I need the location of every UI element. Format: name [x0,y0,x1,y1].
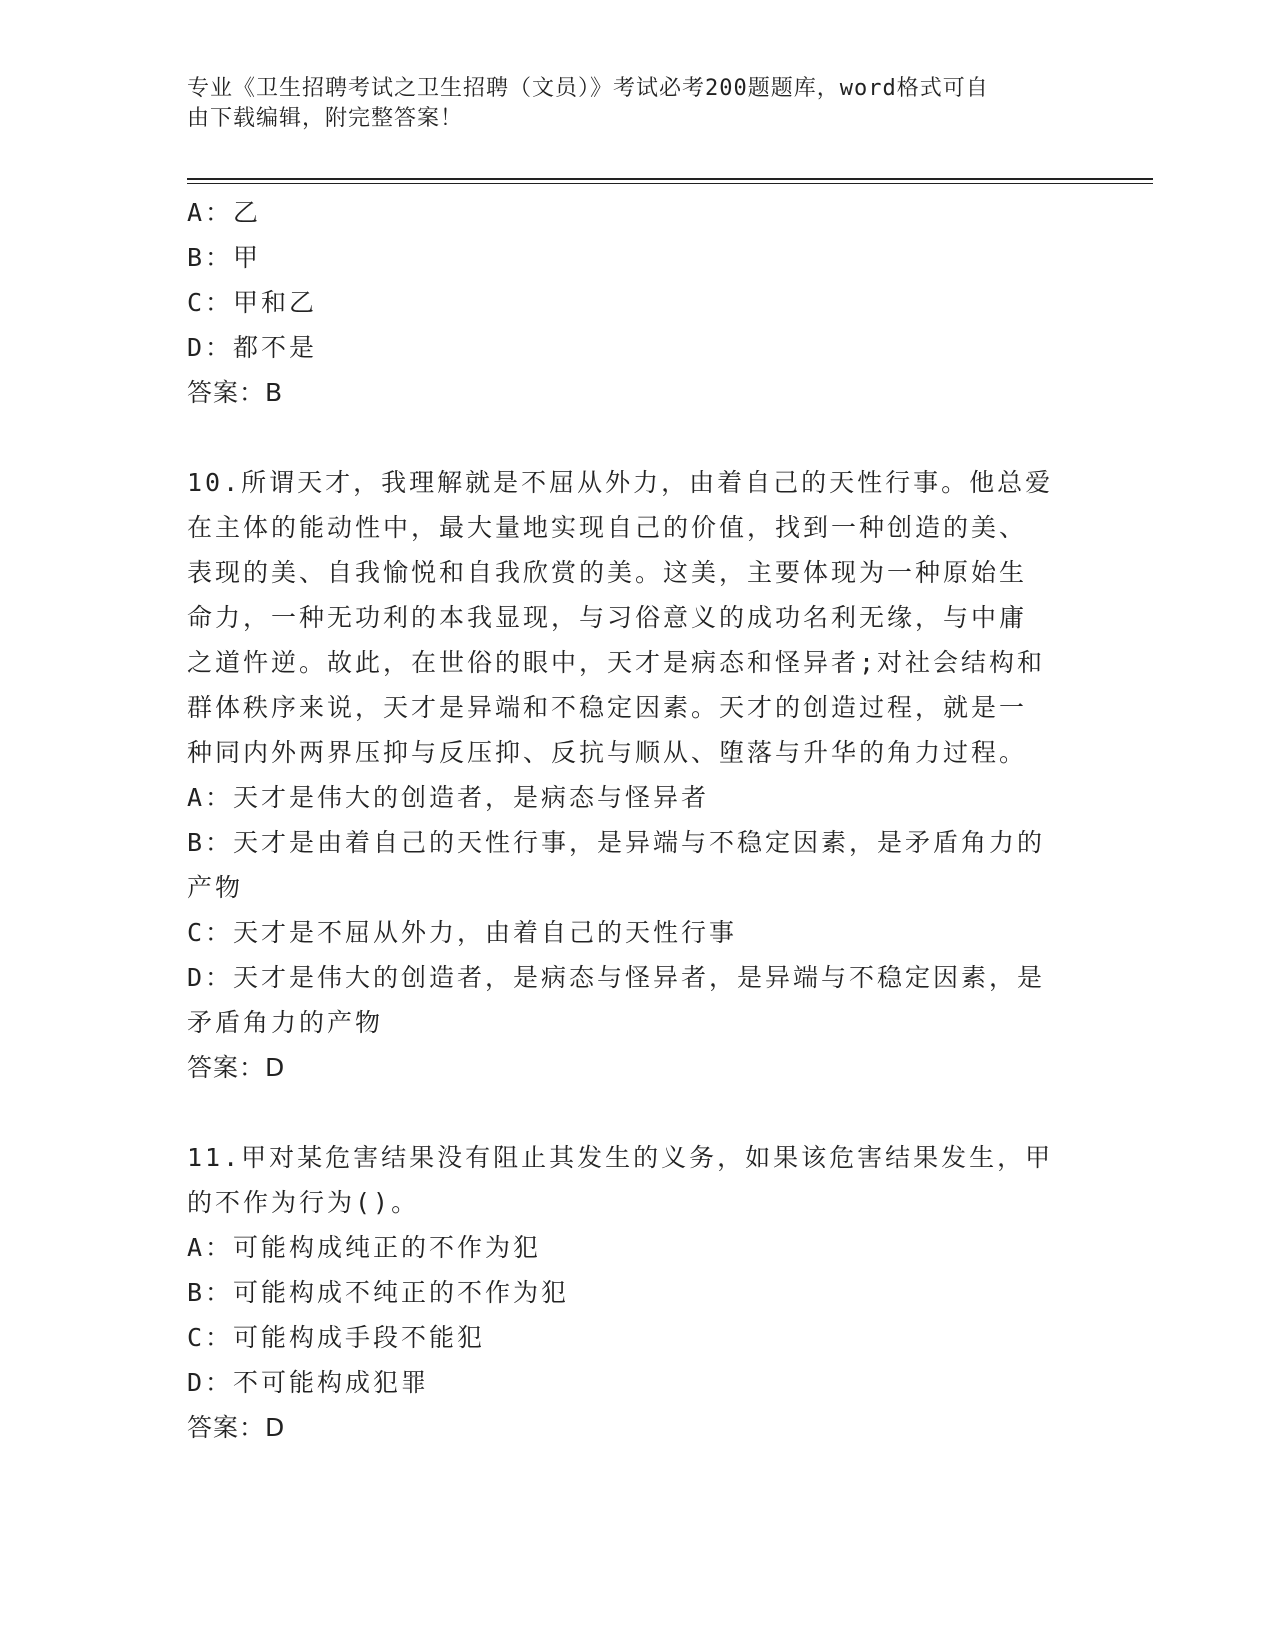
option-b-continued: 产物 [187,873,244,902]
question-stem-line: 在主体的能动性中，最大量地实现自己的价值，找到一种创造的美、 [187,513,1028,542]
option-d: D：不可能构成犯罪 [187,1368,430,1397]
header-divider-thin [187,183,1153,184]
question-stem-line: 命力，一种无功利的本我显现，与习俗意义的成功名利无缘，与中庸 [187,603,1028,632]
question-stem-line: 表现的美、自我愉悦和自我欣赏的美。这美，主要体现为一种原始生 [187,558,1028,587]
question-stem-line: 种同内外两界压抑与反压抑、反抗与顺从、堕落与升华的角力过程。 [187,738,1028,767]
option-c: C：可能构成手段不能犯 [187,1323,486,1352]
option-c: C：天才是不屈从外力，由着自己的天性行事 [187,918,738,947]
question-list [187,190,1087,1450]
option-a: A：天才是伟大的创造者，是病态与怪异者 [187,783,710,812]
question-10 [187,460,1087,1090]
answer: 答案：D [187,1053,286,1082]
option-b: B：甲 [187,243,262,272]
answer: 答案：B [187,378,284,407]
header-divider-thick [187,178,1153,180]
option-a: A：乙 [187,198,262,227]
option-b: B：天才是由着自己的天性行事，是异端与不稳定因素，是矛盾角力的 [187,828,1046,857]
question-9 [187,190,1087,415]
question-stem-line: 之道忤逆。故此，在世俗的眼中，天才是病态和怪异者;对社会结构和 [187,648,1046,677]
spacer [187,1090,1087,1135]
option-d: D：都不是 [187,333,318,362]
question-stem-line: 群体秩序来说，天才是异端和不稳定因素。天才的创造过程，就是一 [187,693,1028,722]
header-line-2: 由下载编辑，附完整答案！ [187,106,464,131]
option-d: D：天才是伟大的创造者，是病态与怪异者，是异端与不稳定因素，是 [187,963,1046,992]
answer: 答案：D [187,1413,286,1442]
document-header [187,74,1057,134]
option-c: C：甲和乙 [187,288,318,317]
question-stem-line: 的不作为行为()。 [187,1188,420,1217]
question-stem-line: 10.所谓天才，我理解就是不屈从外力，由着自己的天性行事。他总爱 [187,468,1054,497]
option-a: A：可能构成纯正的不作为犯 [187,1233,542,1262]
option-d-continued: 矛盾角力的产物 [187,1008,384,1037]
header-line-1: 专业《卫生招聘考试之卫生招聘（文员）》考试必考200题题库，word格式可自 [187,76,989,101]
option-b: B：可能构成不纯正的不作为犯 [187,1278,570,1307]
question-11 [187,1135,1087,1450]
spacer [187,415,1087,460]
question-stem-line: 11.甲对某危害结果没有阻止其发生的义务，如果该危害结果发生，甲 [187,1143,1054,1172]
